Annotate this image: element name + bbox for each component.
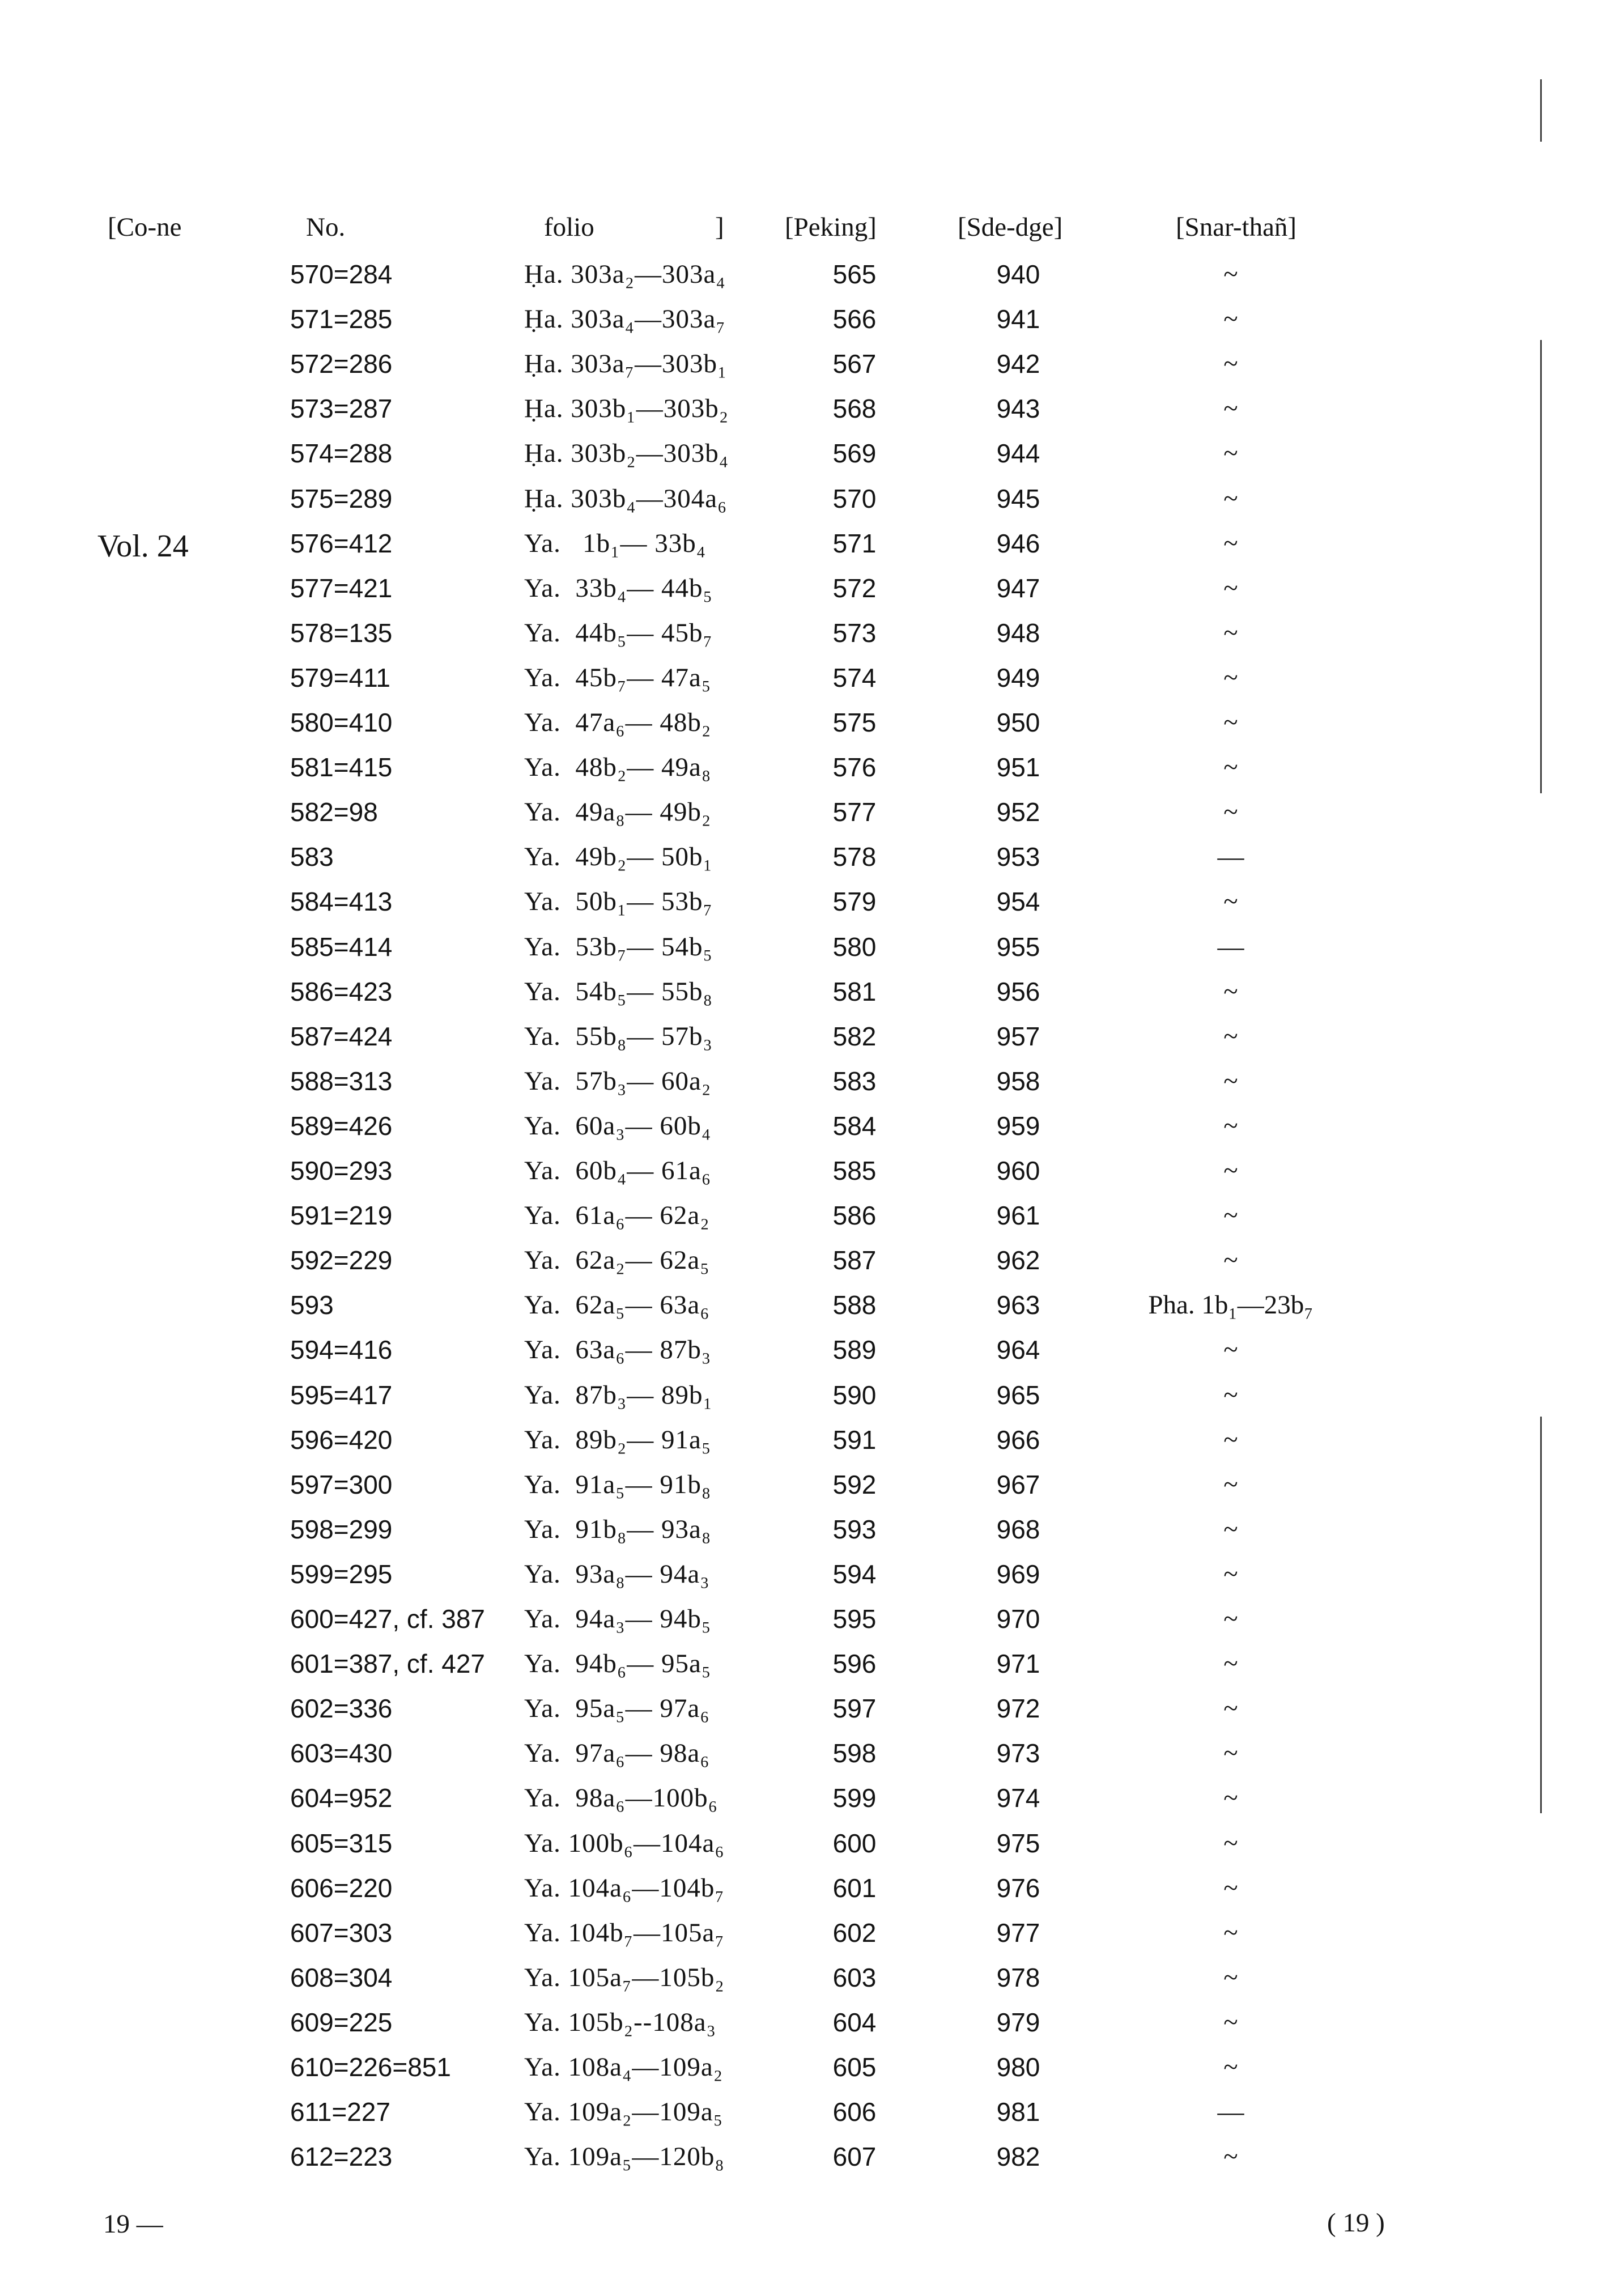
row-folio: Ya. 62a₅— 63a₆	[524, 1290, 710, 1320]
row-number: 572=286	[290, 349, 393, 379]
header-sde-dge: [Sde-dge]	[958, 212, 1063, 242]
row-snar-than: ~	[1223, 484, 1238, 513]
row-peking: 565	[832, 260, 877, 289]
row-number: 612=223	[290, 2142, 393, 2171]
row-snar-than: ~	[1223, 1515, 1238, 1544]
row-number: 575=289	[290, 484, 393, 513]
row-sde-dge: 969	[996, 1559, 1040, 1589]
row-peking: 586	[832, 1201, 877, 1230]
row-peking: 595	[832, 1604, 877, 1634]
row-peking: 567	[832, 349, 877, 379]
header-folio: folio	[544, 212, 594, 242]
row-sde-dge: 970	[996, 1604, 1040, 1634]
row-sde-dge: 951	[996, 752, 1040, 782]
row-peking: 578	[832, 842, 877, 871]
row-snar-than: —	[1217, 842, 1244, 871]
row-peking: 603	[832, 1963, 877, 1992]
row-peking: 604	[832, 2008, 877, 2037]
row-sde-dge: 978	[996, 1963, 1040, 1992]
row-snar-than: ~	[1223, 439, 1238, 468]
row-folio: Ya. 98a₆—100b₆	[524, 1783, 718, 1813]
row-sde-dge: 957	[996, 1022, 1040, 1051]
row-peking: 575	[832, 708, 877, 737]
row-snar-than: ~	[1223, 1738, 1238, 1768]
row-snar-than: ~	[1223, 349, 1238, 379]
row-folio: Ya. 47a₆— 48b₂	[524, 708, 712, 737]
row-snar-than: ~	[1223, 1335, 1238, 1364]
row-peking: 597	[832, 1694, 877, 1723]
row-sde-dge: 959	[996, 1111, 1040, 1141]
row-folio: Ya. 94a₃— 94b₅	[524, 1604, 712, 1634]
row-number: 592=229	[290, 1245, 393, 1275]
row-sde-dge: 944	[996, 439, 1040, 468]
edge-rule	[1540, 340, 1542, 793]
row-folio: Ya. 60a₃— 60b₄	[524, 1111, 712, 1141]
row-peking: 580	[832, 932, 877, 962]
row-folio: Ya. 97a₆— 98a₆	[524, 1738, 710, 1768]
row-peking: 584	[832, 1111, 877, 1141]
row-sde-dge: 956	[996, 977, 1040, 1006]
row-folio: Ya. 57b₃— 60a₂	[524, 1066, 712, 1096]
row-peking: 607	[832, 2142, 877, 2171]
row-snar-than: ~	[1223, 529, 1238, 558]
row-number: 606=220	[290, 1873, 393, 1903]
row-peking: 570	[832, 484, 877, 513]
row-snar-than: ~	[1223, 1111, 1238, 1141]
row-sde-dge: 966	[996, 1425, 1040, 1455]
row-sde-dge: 980	[996, 2052, 1040, 2082]
row-sde-dge: 940	[996, 260, 1040, 289]
row-peking: 598	[832, 1738, 877, 1768]
row-folio: Ya. 89b₂— 91a₅	[524, 1425, 712, 1455]
row-snar-than: ~	[1223, 1245, 1238, 1275]
row-folio: Ya. 109a₂—109a₅	[524, 2097, 724, 2127]
row-snar-than: ~	[1223, 1649, 1238, 1678]
row-peking: 577	[832, 797, 877, 827]
row-snar-than: ~	[1223, 573, 1238, 603]
row-snar-than: ~	[1223, 1156, 1238, 1185]
row-folio: Ya. 105a₇—105b₂	[524, 1963, 725, 1992]
row-peking: 571	[832, 529, 877, 558]
row-sde-dge: 960	[996, 1156, 1040, 1185]
row-folio: Ḥa. 303b₂—303b₄	[524, 439, 729, 468]
row-snar-than: —	[1217, 2097, 1244, 2127]
row-snar-than: ~	[1223, 2052, 1238, 2082]
row-sde-dge: 955	[996, 932, 1040, 962]
row-peking: 581	[832, 977, 877, 1006]
row-sde-dge: 973	[996, 1738, 1040, 1768]
row-snar-than: ~	[1223, 1066, 1238, 1096]
row-snar-than: ~	[1223, 1918, 1238, 1948]
row-number: 588=313	[290, 1066, 393, 1096]
row-folio: Ya. 93a₈— 94a₃	[524, 1559, 710, 1589]
row-sde-dge: 971	[996, 1649, 1040, 1678]
row-number: 586=423	[290, 977, 393, 1006]
row-number: 577=421	[290, 573, 393, 603]
edge-rule	[1540, 79, 1542, 142]
row-snar-than: ~	[1223, 1873, 1238, 1903]
row-number: 578=135	[290, 618, 393, 648]
row-sde-dge: 947	[996, 573, 1040, 603]
row-number: 601=387, cf. 427	[290, 1649, 486, 1678]
row-number: 608=304	[290, 1963, 393, 1992]
row-sde-dge: 949	[996, 663, 1040, 692]
row-folio: Ya. 60b₄— 61a₆	[524, 1156, 712, 1185]
row-snar-than: —	[1217, 932, 1244, 962]
row-snar-than: ~	[1223, 1380, 1238, 1410]
header-snar-than: [Snar-thañ]	[1176, 212, 1297, 242]
row-sde-dge: 967	[996, 1470, 1040, 1499]
row-number: 610=226=851	[290, 2052, 451, 2082]
row-folio: Ḥa. 303a₇—303b₁	[524, 349, 728, 379]
row-number: 593	[290, 1290, 334, 1320]
row-peking: 566	[832, 304, 877, 334]
row-number: 595=417	[290, 1380, 393, 1410]
row-sde-dge: 962	[996, 1245, 1040, 1275]
row-number: 604=952	[290, 1783, 393, 1813]
row-sde-dge: 954	[996, 887, 1040, 916]
row-folio: Ya. 104b₇—105a₇	[524, 1918, 725, 1948]
row-peking: 587	[832, 1245, 877, 1275]
row-sde-dge: 943	[996, 394, 1040, 423]
row-number: 584=413	[290, 887, 393, 916]
row-number: 571=285	[290, 304, 393, 334]
row-peking: 599	[832, 1783, 877, 1813]
row-folio: Ḥa. 303a₄—303a₇	[524, 304, 726, 334]
row-snar-than: ~	[1223, 1201, 1238, 1230]
row-folio: Ya. 33b₄— 44b₅	[524, 573, 713, 603]
row-peking: 605	[832, 2052, 877, 2082]
row-number: 581=415	[290, 752, 393, 782]
row-folio: Ya. 55b₈— 57b₃	[524, 1022, 713, 1051]
row-sde-dge: 965	[996, 1380, 1040, 1410]
row-folio: Ya. 91a₅— 91b₈	[524, 1470, 712, 1499]
row-folio: Ya. 87b₃— 89b₁	[524, 1380, 713, 1410]
row-folio: Ya. 49a₈— 49b₂	[524, 797, 712, 827]
row-snar-than: ~	[1223, 1470, 1238, 1499]
row-number: 605=315	[290, 1829, 393, 1858]
row-peking: 588	[832, 1290, 877, 1320]
row-snar-than: ~	[1223, 304, 1238, 334]
row-snar-than: ~	[1223, 2008, 1238, 2037]
row-snar-than: ~	[1223, 1022, 1238, 1051]
row-peking: 589	[832, 1335, 877, 1364]
row-snar-than: ~	[1223, 977, 1238, 1006]
volume-label: Vol. 24	[97, 529, 189, 564]
row-number: 594=416	[290, 1335, 393, 1364]
header-folio-close: ]	[715, 212, 724, 242]
row-number: 576=412	[290, 529, 393, 558]
row-snar-than: ~	[1223, 394, 1238, 423]
row-peking: 569	[832, 439, 877, 468]
row-folio: Ya. 94b₆— 95a₅	[524, 1649, 712, 1678]
row-folio: Ya. 48b₂— 49a₈	[524, 752, 712, 782]
row-snar-than: ~	[1223, 1963, 1238, 1992]
row-snar-than: ~	[1223, 663, 1238, 692]
row-number: 574=288	[290, 439, 393, 468]
header-no: No.	[306, 212, 346, 242]
row-snar-than: ~	[1223, 1559, 1238, 1589]
row-peking: 572	[832, 573, 877, 603]
row-number: 582=98	[290, 797, 378, 827]
row-number: 590=293	[290, 1156, 393, 1185]
row-folio: Ya. 50b₁— 53b₇	[524, 887, 713, 916]
row-number: 599=295	[290, 1559, 393, 1589]
row-number: 570=284	[290, 260, 393, 289]
row-snar-than: ~	[1223, 1829, 1238, 1858]
row-peking: 600	[832, 1829, 877, 1858]
row-number: 579=411	[290, 663, 390, 692]
row-sde-dge: 963	[996, 1290, 1040, 1320]
row-number: 596=420	[290, 1425, 393, 1455]
row-peking: 594	[832, 1559, 877, 1589]
row-peking: 568	[832, 394, 877, 423]
row-number: 589=426	[290, 1111, 393, 1141]
row-peking: 596	[832, 1649, 877, 1678]
row-folio: Ḥa. 303b₁—303b₂	[524, 394, 729, 423]
row-folio: Ya. 108a₄—109a₂	[524, 2052, 724, 2082]
row-sde-dge: 953	[996, 842, 1040, 871]
row-sde-dge: 982	[996, 2142, 1040, 2171]
row-sde-dge: 977	[996, 1918, 1040, 1948]
row-peking: 576	[832, 752, 877, 782]
row-peking: 585	[832, 1156, 877, 1185]
row-folio: Ya. 45b₇— 47a₅	[524, 663, 712, 692]
row-peking: 592	[832, 1470, 877, 1499]
row-folio: Ya. 49b₂— 50b₁	[524, 842, 713, 871]
row-folio: Ya. 62a₂— 62a₅	[524, 1245, 710, 1275]
row-sde-dge: 941	[996, 304, 1040, 334]
row-number: 600=427, cf. 387	[290, 1604, 486, 1634]
row-number: 587=424	[290, 1022, 393, 1051]
row-number: 603=430	[290, 1738, 393, 1768]
row-sde-dge: 968	[996, 1515, 1040, 1544]
row-folio: Ya. 91b₈— 93a₈	[524, 1515, 712, 1544]
row-folio: Ya. 100b₆—104a₆	[524, 1829, 725, 1858]
row-number: 598=299	[290, 1515, 393, 1544]
row-folio: Ya. 1b₁— 33b₄	[524, 529, 707, 558]
row-peking: 602	[832, 1918, 877, 1948]
row-peking: 574	[832, 663, 877, 692]
row-snar-than: ~	[1223, 708, 1238, 737]
page-number-right: ( 19 )	[1327, 2208, 1385, 2238]
row-number: 602=336	[290, 1694, 393, 1723]
row-number: 607=303	[290, 1918, 393, 1948]
row-sde-dge: 952	[996, 797, 1040, 827]
row-snar-than: ~	[1223, 887, 1238, 916]
row-folio: Ḥa. 303a₂—303a₄	[524, 260, 726, 289]
row-snar-than: ~	[1223, 260, 1238, 289]
row-snar-than: ~	[1223, 1604, 1238, 1634]
row-number: 611=227	[290, 2097, 390, 2127]
row-sde-dge: 948	[996, 618, 1040, 648]
row-peking: 591	[832, 1425, 877, 1455]
row-folio: Ya. 104a₆—104b₇	[524, 1873, 725, 1903]
row-number: 609=225	[290, 2008, 393, 2037]
row-folio: Ya. 53b₇— 54b₅	[524, 932, 713, 962]
row-sde-dge: 972	[996, 1694, 1040, 1723]
row-number: 573=287	[290, 394, 393, 423]
row-folio: Ya. 63a₆— 87b₃	[524, 1335, 712, 1364]
row-folio: Ya. 44b₅— 45b₇	[524, 618, 713, 648]
row-peking: 582	[832, 1022, 877, 1051]
row-sde-dge: 945	[996, 484, 1040, 513]
row-peking: 593	[832, 1515, 877, 1544]
row-folio: Ya. 61a₆— 62a₂	[524, 1201, 710, 1230]
row-sde-dge: 964	[996, 1335, 1040, 1364]
row-peking: 573	[832, 618, 877, 648]
row-snar-than: ~	[1223, 752, 1238, 782]
row-snar-than: ~	[1223, 1694, 1238, 1723]
row-folio: Ya. 105b₂--108a₃	[524, 2008, 717, 2037]
row-folio: Ya. 109a₅—120b₈	[524, 2142, 725, 2171]
row-number: 591=219	[290, 1201, 393, 1230]
edge-rule	[1540, 1417, 1542, 1813]
row-number: 580=410	[290, 708, 393, 737]
row-sde-dge: 950	[996, 708, 1040, 737]
page-number-left: 19 —	[103, 2209, 163, 2239]
row-sde-dge: 942	[996, 349, 1040, 379]
row-sde-dge: 946	[996, 529, 1040, 558]
row-folio: Ya. 54b₅— 55b₈	[524, 977, 713, 1006]
row-sde-dge: 961	[996, 1201, 1040, 1230]
row-snar-than: ~	[1223, 1425, 1238, 1455]
row-snar-than: ~	[1223, 2142, 1238, 2171]
row-snar-than: ~	[1223, 618, 1238, 648]
row-sde-dge: 981	[996, 2097, 1040, 2127]
row-folio: Ḥa. 303b₄—304a₆	[524, 484, 728, 513]
row-sde-dge: 976	[996, 1873, 1040, 1903]
row-snar-than: ~	[1223, 1783, 1238, 1813]
row-peking: 590	[832, 1380, 877, 1410]
row-sde-dge: 979	[996, 2008, 1040, 2037]
row-snar-than: Pha. 1b₁—23b₇	[1148, 1290, 1313, 1320]
row-sde-dge: 958	[996, 1066, 1040, 1096]
row-peking: 606	[832, 2097, 877, 2127]
row-sde-dge: 975	[996, 1829, 1040, 1858]
row-number: 597=300	[290, 1470, 393, 1499]
row-number: 583	[290, 842, 334, 871]
row-folio: Ya. 95a₅— 97a₆	[524, 1694, 710, 1723]
row-peking: 579	[832, 887, 877, 916]
row-peking: 583	[832, 1066, 877, 1096]
row-peking: 601	[832, 1873, 877, 1903]
header-cone: [Co-ne	[108, 212, 182, 242]
row-number: 585=414	[290, 932, 393, 962]
header-peking: [Peking]	[785, 212, 877, 242]
row-snar-than: ~	[1223, 797, 1238, 827]
row-sde-dge: 974	[996, 1783, 1040, 1813]
